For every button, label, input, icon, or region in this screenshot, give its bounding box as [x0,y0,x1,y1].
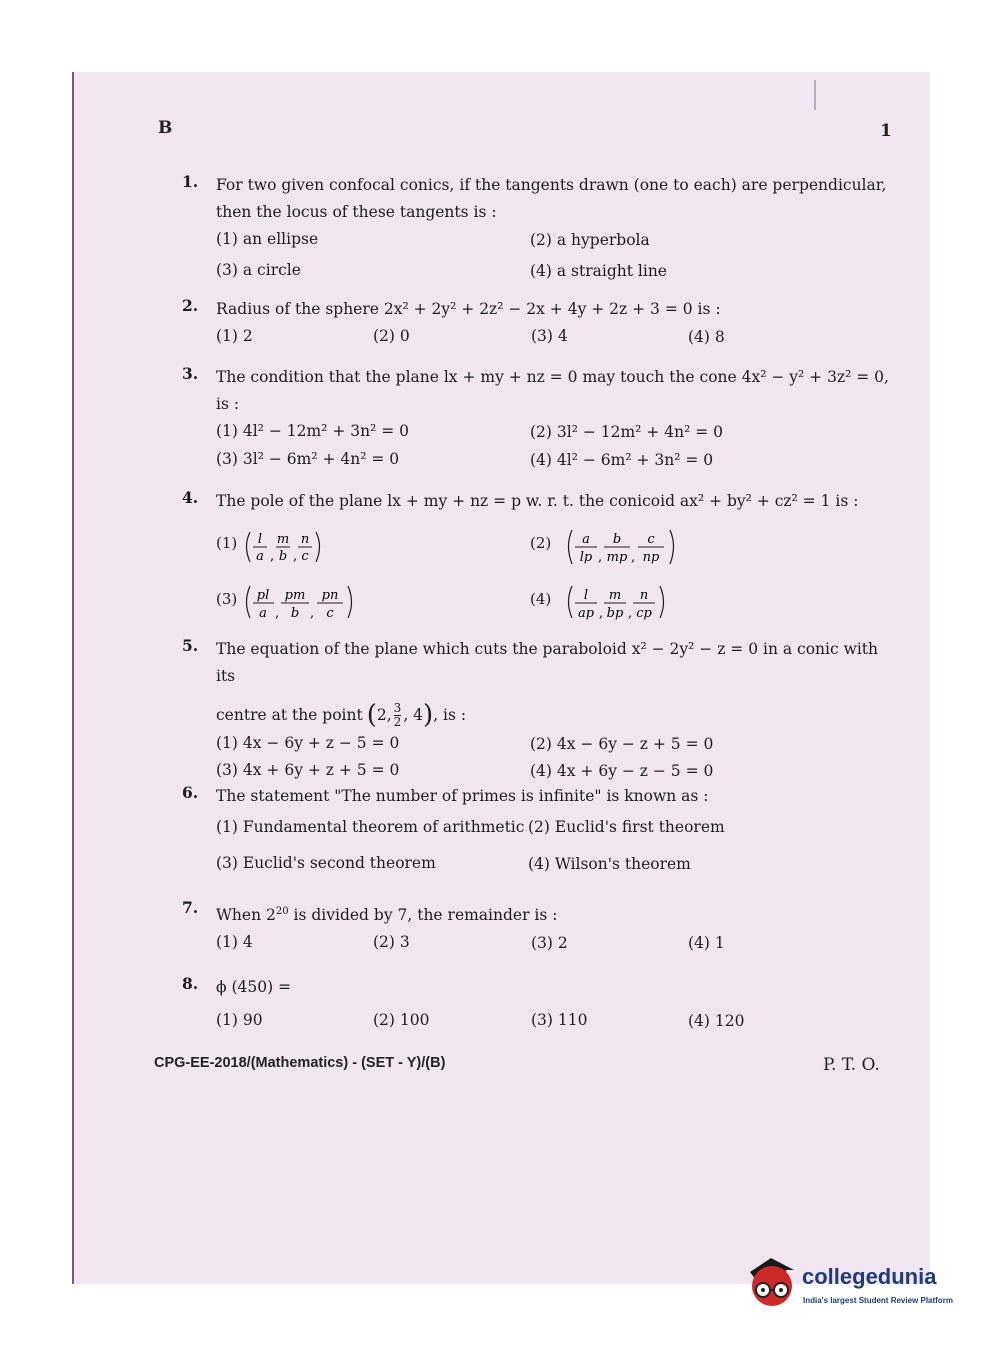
svg-text:m: m [276,532,290,547]
option-2: (2) 3 [373,933,410,952]
svg-text:lp: lp [579,550,593,565]
frac [638,532,664,565]
frac [604,588,626,621]
svg-text:np: np [642,550,660,565]
svg-text:pn: pn [321,588,339,603]
stem-line: centre at the point ( 2, 3 2 , 4 ) , is : [216,699,467,730]
collegedunia-watermark [742,1248,982,1318]
page-number: 1 [880,121,892,141]
question-number: 6. [182,783,199,802]
option-4: (4) 8 [688,328,725,346]
option-3: (3) 4x + 6y + z + 5 = 0 [216,761,400,779]
svg-text:,: , [598,550,603,565]
question-number: 3. [182,364,199,383]
option-2-label: (2) [530,534,552,552]
question-6 [182,783,902,873]
option-1: (1) 4x − 6y + z − 5 = 0 [216,734,400,752]
svg-text:cp: cp [636,606,652,621]
pto-label: P. T. O. [823,1055,880,1075]
option-4: (4) 1 [688,934,725,953]
option-4: (4) 4l² − 6m² + 3n² = 0 [530,451,714,469]
frac [575,532,597,565]
option-2: (2) a hyperbola [530,231,650,249]
question-number: 8. [182,974,199,993]
question-stem: ϕ (450) = [216,978,292,996]
option-1: (1) 4 [216,933,253,952]
stem-line: then the locus of these tangents is : [216,203,497,221]
svg-text:,: , [270,549,275,564]
svg-text:,: , [310,606,315,621]
question-7 [182,898,902,953]
option-3: (3) 4 [531,327,568,345]
brand-name: collegedunia [802,1264,937,1289]
svg-text:c: c [647,532,655,547]
question-1 [182,172,902,280]
question-stem: When $2^{20}$ is divided by 7, the remainder is : [216,906,558,925]
stem-line: is : [216,395,240,413]
stem-line: For two given confocal conics, if the tangents drawn (one to each) are perpendicular, [216,176,887,194]
option-2: (2) 100 [373,1011,430,1029]
frac [298,532,312,564]
question-stem: The pole of the plane lx + my + nz = p w. r. t. the conicoid ax² + by² + cz² = 1 is : [216,492,859,510]
svg-text:a: a [582,532,590,547]
option-1: (1) an ellipse [216,230,319,248]
svg-text:c: c [326,606,334,621]
question-number: 5. [182,636,199,655]
option-2: (2) 4x − 6y − z + 5 = 0 [530,735,714,753]
question-5 [182,636,902,780]
svg-text:b: b [290,606,300,621]
svg-text:a: a [259,606,267,621]
svg-text:mp: mp [606,550,628,565]
mascot-icon [742,1250,800,1312]
svg-text:,: , [628,606,633,621]
frac [317,588,343,621]
option-1: (1) Fundamental theorem of arithmetic [216,818,525,836]
frac [276,532,290,564]
frac [604,532,630,565]
question-number: 1. [182,172,199,191]
question-stem [216,364,902,418]
option-2: (2) 0 [373,327,410,345]
option-4: (4) a straight line [530,262,667,280]
stem-line: The equation of the plane which cuts the paraboloid x² − 2y² − z = 0 in a conic with its [216,640,879,685]
svg-text:,: , [599,606,604,621]
frac [281,588,309,621]
option-3: (3) 110 [531,1011,588,1029]
svg-text:n: n [639,588,649,603]
svg-text:b: b [612,532,622,547]
option-1: (1) 90 [216,1011,263,1029]
question-stem: Radius of the sphere 2x² + 2y² + 2z² − 2x + 4y + 2z + 3 = 0 is : [216,300,721,318]
stem-line: The condition that the plane lx + my + nz = 0 may touch the cone 4x² − y² + 3z² = 0, [216,368,889,386]
svg-text:n: n [300,532,310,547]
svg-text:m: m [608,588,622,603]
option-3: (3) a circle [216,261,301,279]
frac [633,588,655,621]
question-8 [182,974,902,1030]
set-letter: B [158,118,173,138]
option-2: (2) 3l² − 12m² + 4n² = 0 [530,423,723,441]
option-4: (4) 120 [688,1012,745,1030]
question-2 [182,296,902,346]
option-1: (1) 2 [216,327,253,345]
option-1-label: (1) [216,534,238,552]
frac [253,588,274,621]
svg-text:b: b [278,549,288,564]
svg-text:pm: pm [284,588,306,603]
svg-text:a: a [256,549,264,564]
exam-page [72,72,930,1284]
question-4 [182,488,902,621]
option-2: (2) Euclid's first theorem [528,818,725,836]
frac [253,532,267,564]
question-3 [182,364,902,469]
option-3: (3) Euclid's second theorem [216,854,436,872]
option-4: (4) 4x + 6y − z − 5 = 0 [530,762,714,780]
question-stem: The statement "The number of primes is infinite" is known as : [216,787,709,805]
scan-mark [814,80,816,110]
option-fractions [182,518,902,636]
option-3: (3) 2 [531,934,568,953]
svg-text:ap: ap [577,606,595,621]
svg-text:pl: pl [256,588,270,603]
option-4: (4) Wilson's theorem [528,855,691,873]
question-number: 2. [182,296,199,315]
question-number: 7. [182,898,199,917]
question-number: 4. [182,488,199,507]
option-3: (3) 3l² − 6m² + 4n² = 0 [216,450,400,468]
option-1: (1) 4l² − 12m² + 3n² = 0 [216,422,409,440]
option-4-label: (4) [530,590,552,608]
svg-text:l: l [583,588,589,603]
svg-text:l: l [257,532,263,547]
svg-text:,: , [275,606,280,621]
svg-text:,: , [293,549,298,564]
frac [575,588,597,621]
brand-tagline: India's largest Student Review Platform [803,1296,953,1305]
question-stem [216,636,902,730]
question-stem [216,172,902,226]
option-3-label: (3) [216,590,238,608]
paper-code: CPG-EE-2018/(Mathematics) - (SET - Y)/(B) [154,1055,446,1071]
svg-text:bp: bp [606,606,624,621]
svg-text:c: c [301,549,309,564]
svg-text:,: , [631,550,636,565]
